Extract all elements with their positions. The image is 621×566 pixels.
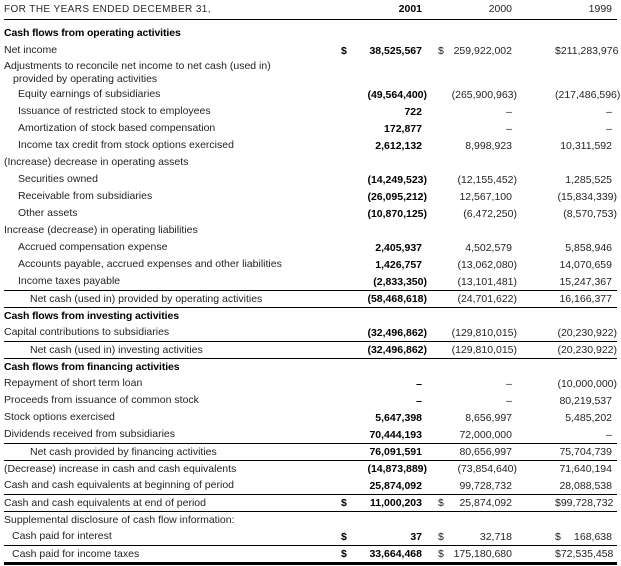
- amount-cell: [438, 174, 517, 186]
- amount-cell: [555, 276, 617, 288]
- currency-symbol: $: [341, 44, 347, 57]
- row-label: Net cash (used in) investing activities: [30, 343, 203, 356]
- table-row: [4, 409, 617, 426]
- amount-cell: [555, 344, 617, 356]
- amount-value: (15,834,339): [557, 190, 617, 203]
- amount-cell: [555, 191, 617, 203]
- amount-cell: [438, 531, 517, 543]
- row-label: (Decrease) increase in cash and cash equivalents: [4, 462, 237, 475]
- currency-symbol: $: [438, 530, 444, 543]
- amount-value: (129,810,015): [451, 326, 517, 339]
- section-row: [4, 25, 617, 42]
- row-label: (Increase) decrease in operating assets: [4, 156, 189, 168]
- amount-value: 4,502,579: [465, 241, 512, 254]
- amount-cell: [438, 123, 517, 135]
- amount-value: (13,101,481): [457, 275, 517, 288]
- table-row: [4, 426, 617, 443]
- amount-cell: [555, 242, 617, 254]
- year-column-header-2001: 2001: [398, 3, 422, 15]
- amount-cell: [438, 208, 517, 220]
- amount-cell: [341, 259, 427, 271]
- period-label: FOR THE YEARS ENDED DECEMBER 31,: [4, 4, 211, 15]
- amount-value: 72,000,000: [459, 428, 512, 441]
- amount-value: 71,640,194: [559, 463, 612, 475]
- currency-symbol: $: [438, 548, 444, 560]
- amount-value: 25,874,092: [459, 497, 512, 509]
- amount-value: 72,535,458: [560, 548, 614, 560]
- table-row: [4, 545, 617, 562]
- currency-symbol: $: [438, 44, 444, 57]
- amount-cell: [341, 412, 427, 424]
- amount-value: 259,922,002: [453, 44, 512, 57]
- amount-value: 80,219,537: [559, 394, 612, 407]
- amount-value: 1,285,525: [565, 173, 612, 186]
- amount-value: 5,858,946: [565, 241, 612, 254]
- amount-cell: [341, 497, 427, 509]
- amount-cell: [341, 191, 427, 203]
- amount-cell: [438, 446, 517, 458]
- amount-value: (10,870,125): [367, 207, 427, 220]
- amount-value: 5,485,202: [565, 411, 612, 424]
- table-row: [4, 42, 617, 59]
- amount-cell: [438, 242, 517, 254]
- table-row: [4, 392, 617, 409]
- amount-value: (129,810,015): [451, 344, 517, 356]
- amount-value: 2,405,937: [375, 241, 422, 254]
- amount-cell: [555, 140, 617, 152]
- amount-cell: [555, 208, 617, 220]
- table-header-row: [4, 0, 617, 20]
- table-row: [4, 290, 617, 307]
- amount-value: 15,247,367: [559, 275, 612, 288]
- amount-cell: [555, 531, 617, 543]
- amount-cell: [341, 395, 427, 407]
- amount-value: 38,525,567: [369, 44, 422, 57]
- amount-value: (10,000,000): [557, 377, 617, 390]
- row-label-line2: provided by operating activities: [13, 72, 158, 85]
- table-row: [4, 120, 617, 137]
- amount-cell: [555, 174, 617, 186]
- amount-value: –: [606, 122, 612, 135]
- row-label: Stock options exercised: [4, 411, 115, 423]
- amount-value: 211,283,976: [560, 44, 619, 57]
- amount-value: 70,444,193: [369, 428, 422, 441]
- amount-cell: [555, 446, 617, 458]
- amount-value: (20,230,922): [557, 344, 617, 356]
- amount-cell: [555, 106, 617, 118]
- amount-cell: [438, 412, 517, 424]
- amount-cell: [438, 378, 517, 390]
- amount-cell: [341, 344, 427, 356]
- amount-value: 168,638: [574, 530, 612, 543]
- row-label: Cash and cash equivalents at end of period: [4, 496, 206, 509]
- amount-cell: [555, 378, 617, 390]
- section-row: [4, 358, 617, 375]
- currency-symbol: $: [555, 44, 561, 57]
- row-label: Receivable from subsidiaries: [18, 190, 153, 202]
- table-row: [4, 256, 617, 273]
- table-body: [4, 25, 621, 565]
- amount-cell: [341, 242, 427, 254]
- amount-value: 12,567,100: [459, 190, 512, 203]
- row-label: Income tax credit from stock options exercised: [18, 139, 234, 151]
- table-row: [4, 443, 617, 460]
- amount-cell: [341, 480, 427, 492]
- amount-value: 11,000,203: [370, 497, 422, 509]
- row-label: Cash and cash equivalents at beginning of period: [4, 479, 234, 491]
- amount-cell: [438, 293, 517, 305]
- row-label: Net cash (used in) provided by operating activities: [30, 292, 263, 305]
- amount-value: (32,496,862): [367, 326, 427, 339]
- table-row: [4, 494, 617, 511]
- amount-cell: [341, 123, 427, 135]
- amount-value: (217,486,596): [555, 88, 621, 101]
- amount-value: 33,664,468: [369, 548, 422, 560]
- table-row: [4, 460, 617, 477]
- table-row: [4, 137, 617, 154]
- amount-cell: [341, 548, 427, 560]
- amount-value: (13,062,080): [457, 258, 517, 271]
- amount-value: 75,704,739: [559, 446, 612, 458]
- year-column-header-2000: 2000: [488, 3, 512, 15]
- amount-cell: [341, 45, 427, 57]
- amount-value: –: [606, 428, 612, 441]
- amount-cell: [555, 123, 617, 135]
- amount-cell: [438, 140, 517, 152]
- amount-cell: [438, 191, 517, 203]
- amount-value: 2,612,132: [375, 139, 422, 152]
- row-label: Amortization of stock based compensation: [18, 122, 216, 134]
- currency-symbol: $: [438, 497, 444, 509]
- row-label: Securities owned: [18, 173, 98, 185]
- year-column-header-1999: 1999: [588, 3, 612, 15]
- amount-value: 76,091,591: [369, 446, 422, 458]
- table-row: [4, 239, 617, 256]
- amount-value: (2,833,350): [373, 275, 427, 288]
- amount-cell: [555, 429, 617, 441]
- amount-value: 28,088,538: [559, 479, 612, 492]
- table-row: [4, 511, 617, 528]
- amount-cell: [341, 446, 427, 458]
- amount-cell: [438, 480, 517, 492]
- amount-cell: [555, 480, 617, 492]
- row-label: Accrued compensation expense: [18, 241, 168, 253]
- amount-cell: [555, 259, 617, 271]
- amount-cell: [555, 412, 617, 424]
- amount-value: –: [606, 105, 612, 118]
- amount-cell: [438, 344, 517, 356]
- amount-value: –: [506, 377, 512, 390]
- amount-value: (26,095,212): [367, 190, 427, 203]
- row-label: Proceeds from issuance of common stock: [4, 394, 199, 406]
- table-row: [4, 205, 617, 222]
- row-label: Accounts payable, accrued expenses and other liabilities: [18, 258, 282, 270]
- table-row: [4, 477, 617, 494]
- amount-cell: [341, 327, 427, 339]
- amount-cell: [341, 140, 427, 152]
- amount-cell: [438, 429, 517, 441]
- amount-cell: [341, 531, 427, 543]
- row-label-line1: Adjustments to reconcile net income to net cash (used in): [4, 59, 271, 72]
- amount-value: –: [506, 394, 512, 407]
- amount-value: 99,728,732: [459, 479, 512, 492]
- amount-value: 8,656,997: [465, 411, 512, 424]
- amount-cell: [438, 548, 517, 560]
- amount-cell: [438, 463, 517, 475]
- amount-value: (73,854,640): [457, 463, 517, 475]
- amount-value: 16,166,377: [559, 293, 612, 305]
- row-label: Capital contributions to subsidiaries: [4, 326, 170, 338]
- amount-cell: [555, 293, 617, 305]
- amount-value: 32,718: [479, 530, 512, 543]
- amount-cell: [555, 327, 617, 339]
- amount-cell: [438, 106, 517, 118]
- row-label: Cash paid for interest: [12, 530, 112, 542]
- table-row: [4, 103, 617, 120]
- table-row: [4, 171, 617, 188]
- amount-value: 172,877: [384, 122, 422, 135]
- amount-value: (265,900,963): [451, 88, 517, 101]
- row-label: Increase (decrease) in operating liabilities: [4, 224, 198, 236]
- amount-cell: [438, 276, 517, 288]
- amount-cell: [438, 259, 517, 271]
- row-label: Cash flows from operating activities: [4, 27, 181, 39]
- amount-cell: [555, 45, 617, 57]
- amount-value: 5,647,398: [375, 411, 422, 424]
- amount-value: (12,155,452): [457, 173, 517, 186]
- currency-symbol: $: [555, 548, 561, 560]
- amount-cell: [438, 327, 517, 339]
- currency-symbol: $: [341, 548, 347, 560]
- amount-value: 25,874,092: [369, 479, 422, 492]
- amount-value: 14,070,659: [559, 258, 612, 271]
- amount-value: (20,230,922): [557, 326, 617, 339]
- row-label: [4, 60, 617, 86]
- currency-symbol: $: [555, 530, 561, 543]
- amount-cell: [438, 497, 517, 509]
- amount-cell: [555, 463, 617, 475]
- amount-cell: [341, 174, 427, 186]
- amount-cell: [341, 208, 427, 220]
- amount-value: (58,468,618): [367, 293, 427, 305]
- amount-value: 80,656,997: [459, 446, 512, 458]
- amount-cell: [555, 395, 617, 407]
- row-label: Issuance of restricted stock to employees: [18, 105, 211, 117]
- amount-value: (24,701,622): [457, 293, 517, 305]
- currency-symbol: $: [555, 497, 561, 509]
- row-label: Equity earnings of subsidiaries: [18, 88, 161, 100]
- amount-cell: [341, 293, 427, 305]
- row-label: Other assets: [18, 207, 78, 219]
- table-row: [4, 528, 617, 545]
- amount-value: (6,472,250): [463, 207, 517, 220]
- row-label: Cash flows from investing activities: [4, 309, 179, 322]
- amount-value: (14,873,889): [367, 463, 427, 475]
- amount-value: 10,311,592: [560, 139, 612, 152]
- amount-cell: [341, 276, 427, 288]
- amount-value: 8,998,923: [465, 139, 512, 152]
- table-row: [4, 188, 617, 205]
- amount-cell: [555, 497, 617, 509]
- section-row: [4, 307, 617, 324]
- amount-value: –: [416, 394, 422, 407]
- amount-value: 1,426,757: [375, 258, 422, 271]
- row-label: Repayment of short term loan: [4, 377, 143, 389]
- amount-value: 722: [404, 105, 422, 118]
- row-label: Income taxes payable: [18, 275, 121, 287]
- amount-value: 175,180,680: [453, 548, 512, 560]
- table-row: [4, 273, 617, 290]
- amount-value: 37: [410, 530, 422, 543]
- row-label: Net cash provided by financing activities: [30, 445, 217, 458]
- amount-value: 99,728,732: [560, 497, 614, 509]
- amount-value: (8,570,753): [563, 207, 617, 220]
- amount-cell: [438, 45, 517, 57]
- amount-cell: [341, 89, 427, 101]
- amount-cell: [341, 463, 427, 475]
- row-label: Dividends received from subsidiaries: [4, 428, 175, 440]
- table-row: [4, 324, 617, 341]
- amount-value: –: [416, 377, 422, 390]
- amount-cell: [341, 378, 427, 390]
- table-row: [4, 86, 621, 103]
- amount-cell: [438, 395, 517, 407]
- table-row: [4, 59, 617, 86]
- amount-value: (32,496,862): [367, 344, 427, 356]
- table-row: [4, 222, 617, 239]
- row-label: Cash paid for income taxes: [12, 547, 140, 560]
- amount-value: (14,249,523): [367, 173, 427, 186]
- amount-cell: [438, 89, 517, 101]
- table-row: [4, 154, 617, 171]
- amount-value: (49,564,400): [367, 88, 427, 101]
- amount-value: –: [506, 105, 512, 118]
- table-row: [4, 375, 617, 392]
- row-label: Supplemental disclosure of cash flow information:: [4, 513, 235, 526]
- amount-cell: [341, 106, 427, 118]
- amount-value: –: [506, 122, 512, 135]
- row-label: Net income: [4, 44, 58, 56]
- table-row: [4, 341, 617, 358]
- row-label: Cash flows from financing activities: [4, 360, 180, 373]
- amount-cell: [555, 88, 621, 101]
- amount-cell: [555, 548, 617, 560]
- currency-symbol: $: [341, 497, 347, 509]
- amount-cell: [341, 429, 427, 441]
- currency-symbol: $: [341, 530, 347, 543]
